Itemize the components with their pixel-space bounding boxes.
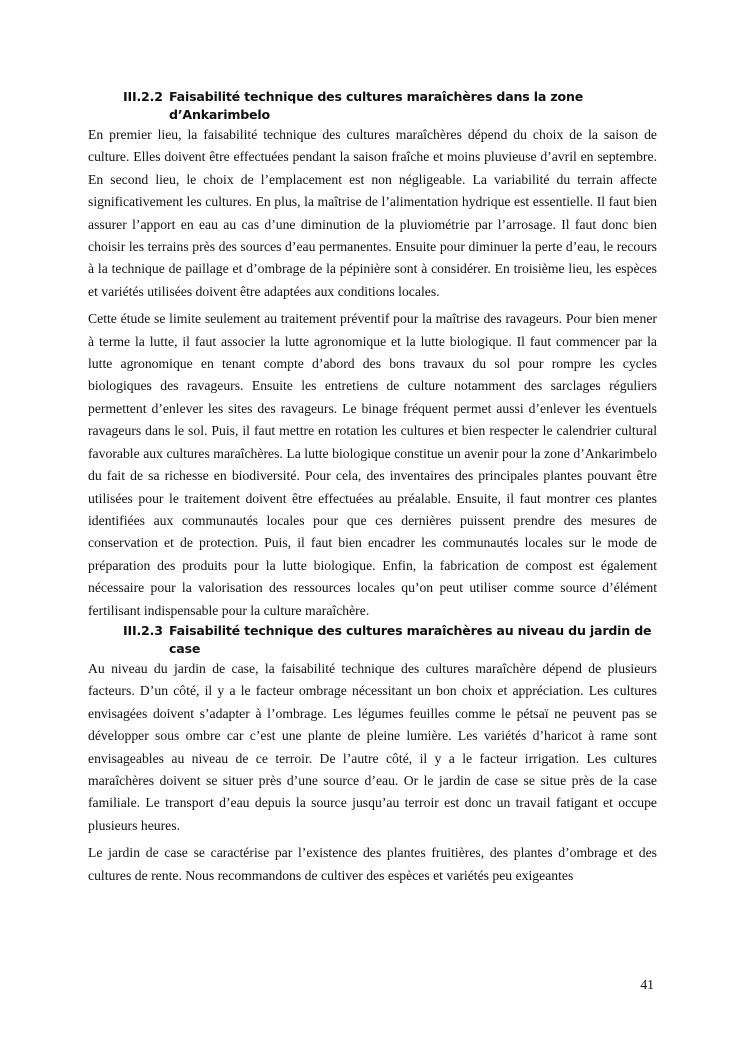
paragraph: Cette étude se limite seulement au traitement préventif pour la maîtrise des ravageurs. Pour bien mener à terme la lutte, il faut associer la lutte agronomique et la lutte biologique. Il faut commencer par la lutte agronomique en tenant compte d’abord des bons travaux du sol pour rompre les cycles biologiques des ravageurs. Ensuite les entretiens de culture notamment des sarclages réguliers permettent d’enlever les sites des ravageurs. Le binage fréquent permet aussi d’enlever les éventuels ravageurs dans le sol. Puis, il faut mettre en rotation les cultures et bien respecter le calendrier cultural favorable aux cultures maraîchères. La lutte biologique constitue un avenir pour la zone d’Ankarimbelo du fait de sa richesse en biodiversité. Pour cela, des inventaires des principales plantes pouvant être utilisées pour le traitement doivent être effectuées au préalable. Ensuite, il faut montrer ces plantes identifiées aux communautés locales pour que ces dernières puissent prendre des mesures de conservation et de protection. Puis, il faut bien encadrer les communautés locales sur le mode de préparation des produits pour la lutte biologique. Enfin, la fabrication de compost est également nécessaire pour la valorisation des ressources locales qu’on peut utiliser comme source d’élément fertilisant indispensable pour la culture maraîchère. <box>88 311 657 618</box>
page-number: 41 <box>640 977 654 992</box>
section-title: Faisabilité technique des cultures maraîchères au niveau du jardin de case <box>169 622 652 656</box>
section-number: III.2.3 <box>123 622 163 638</box>
section-title: Faisabilité technique des cultures maraîchères dans la zone d’Ankarimbelo <box>169 89 584 122</box>
page-content <box>88 88 657 887</box>
section-heading-iii-2-3 <box>123 622 657 658</box>
paragraph: Le jardin de case se caractérise par l’existence des plantes fruitières, des plantes d’ombrage et des cultures de rente. Nous recommandons de cultiver des espèces et variétés peu exigeantes <box>88 845 657 883</box>
section-heading-iii-2-2 <box>123 88 657 124</box>
section-number: III.2.2 <box>123 89 163 104</box>
paragraph: Au niveau du jardin de case, la faisabilité technique des cultures maraîchère dépend de plusieurs facteurs. D’un côté, il y a le facteur ombrage nécessitant un bon choix et appréciation. Les cultures envisagées doivent s’adapter à l’ombrage. Les légumes feuilles comme le pétsaï ne peuvent pas se développer sous ombre car c’est une plante de pleine lumière. Les variétés d’haricot à rame sont envisageables au niveau de ce terroir. De l’autre côté, il y a le facteur irrigation. Les cultures maraîchères doivent se situer près d’une source d’eau. Or le jardin de case se situe près de la case familiale. Le transport d’eau depuis la source jusqu’au terroir est donc un travail fatigant et occupe plusieurs heures. <box>88 660 657 833</box>
paragraph: En premier lieu, la faisabilité technique des cultures maraîchères dépend du choix de la saison de culture. Elles doivent être effectuées pendant la saison fraîche et moins pluvieuse d’avril en septembre. En second lieu, le choix de l’emplacement est non négligeable. La variabilité du terrain affecte significativement les cultures. En plus, la maîtrise de l’alimentation hydrique est essentielle. Il faut bien assurer l’apport en eau au cas d’une diminution de la pluviométrie par l’arrosage. Il faut donc bien choisir les terrains près des sources d’eau permanentes. Ensuite pour diminuer la perte d’eau, le recours à la technique de paillage et d’ombrage de la pépinière sont à considérer. En troisième lieu, les espèces et variétés utilisées doivent être adaptées aux conditions locales. <box>88 127 657 299</box>
